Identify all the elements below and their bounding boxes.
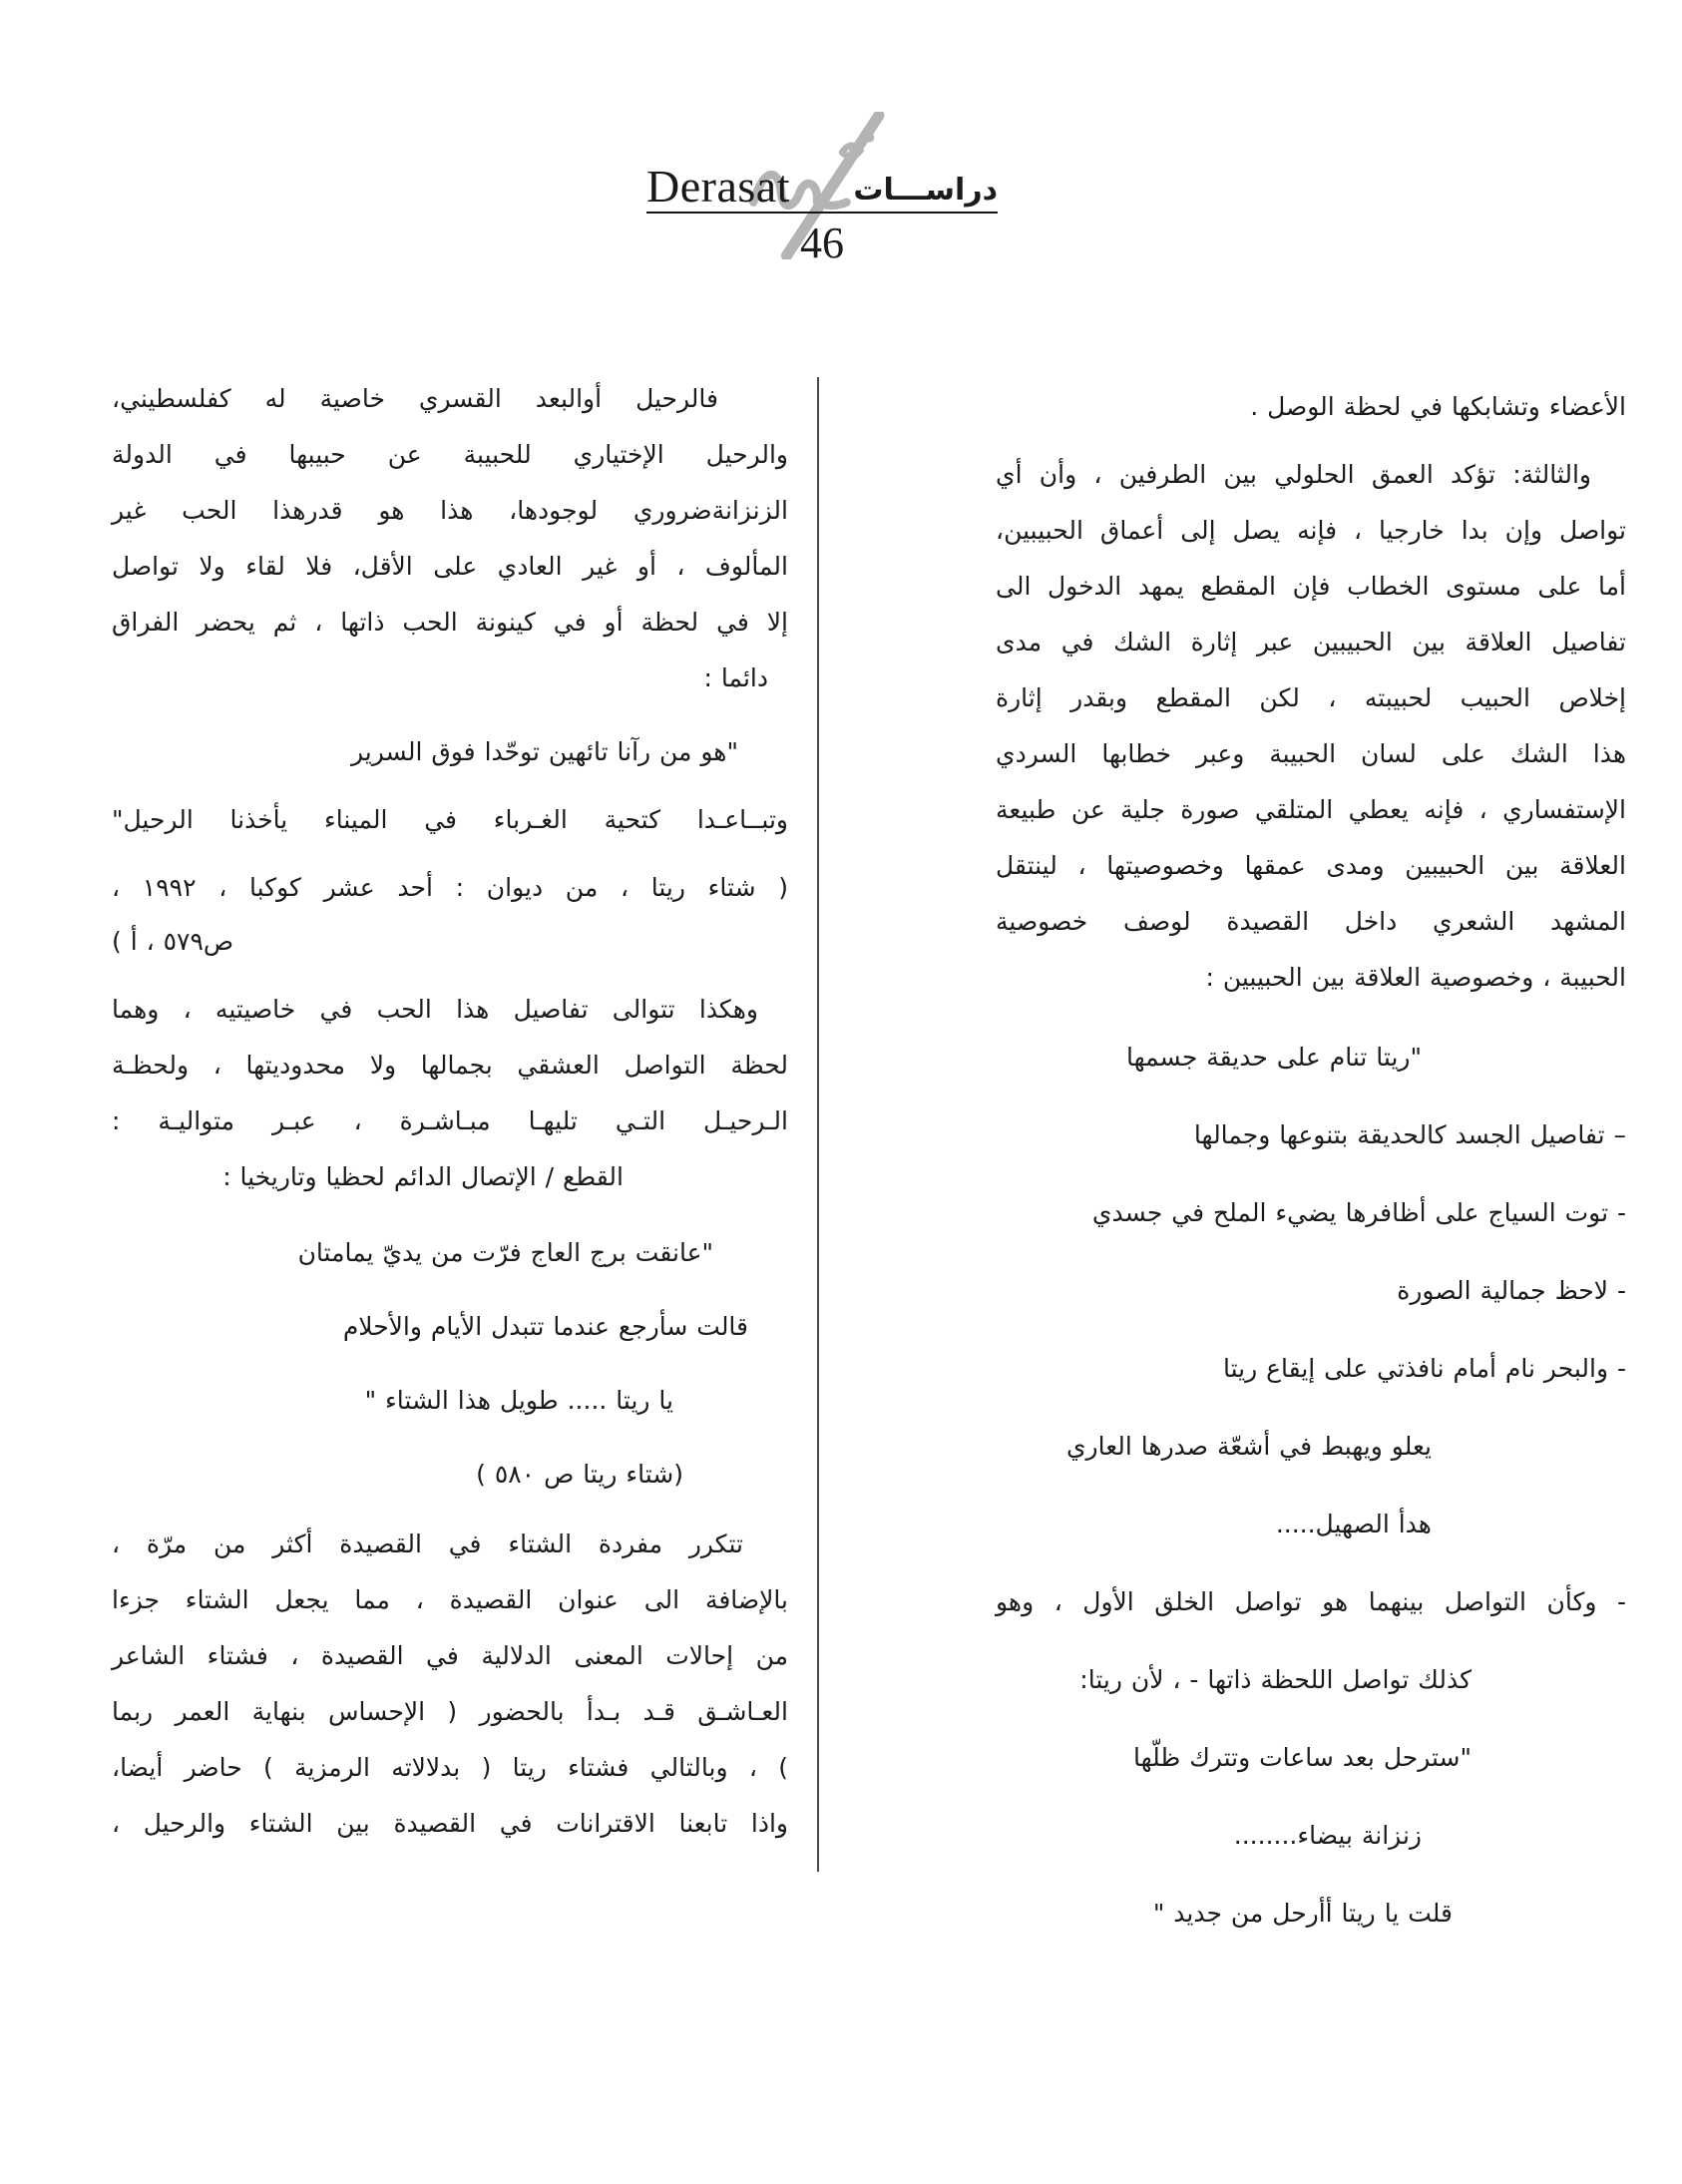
text-line: يا ريتا ..... طويل هذا الشتاء " — [364, 1386, 673, 1415]
text-line: إلا في لحظة أو في كينونة الحب ذاتها ، ثم يحضر الفراق — [112, 608, 788, 637]
text-line: والرحيل الإختياري للحبيبة عن حبيبها في الدولة — [112, 440, 788, 469]
text-line: تتكرر مفردة الشتاء في القصيدة أكثر من مرّة ، — [112, 1529, 743, 1558]
text-line: وتبــاعـدا كتحية الغـرباء في الميناء يأخذنا الرحيل" — [112, 805, 788, 834]
text-line: هذا الشك على لسان الحبيبة وعبر خطابها السردي — [996, 739, 1626, 768]
text-line: كذلك تواصل اللحظة ذاتها - ، لأن ريتا: — [1079, 1665, 1472, 1694]
text-line: "هو من رآنا تائهين توحّدا فوق السرير — [351, 737, 738, 766]
text-line: - وكأن التواصل بينهما هو تواصل الخلق الأول ، وهو — [996, 1587, 1626, 1616]
text-line: لحظة التواصل العشقي بجمالها ولا محدوديتها ، ولحظـة — [112, 1051, 788, 1080]
text-line: - والبحر نام أمام نافذتي على إيقاع ريتا — [1223, 1354, 1626, 1383]
text-line: - لاحظ جمالية الصورة — [1397, 1276, 1626, 1305]
text-line: "عانقت برج العاج فرّت من يديّ يمامتان — [297, 1238, 713, 1267]
text-line: تواصل وإن بدا خارجيا ، فإنه يصل إلى أعماق الحبيبين، — [996, 516, 1626, 545]
text-line: "سترحل بعد ساعات وتترك ظلّها — [1132, 1743, 1472, 1772]
text-line: العـاشـق قـد بـدأ بالحضور ( الإحساس بنهاية العمر ربما — [112, 1697, 788, 1726]
text-line: هدأ الصهيل..... — [1275, 1510, 1432, 1538]
text-line: "ريتا تنام على حديقة جسمها — [1125, 1043, 1422, 1072]
text-line: الأعضاء وتشابكها في لحظة الوصل . — [1250, 392, 1626, 421]
arabic-title: دراســـات — [853, 173, 998, 208]
text-line: - توت السياج على أظافرها يضيء الملح في جسدي — [1091, 1198, 1626, 1227]
text-line: تفاصيل العلاقة بين الحبيبين عبر إثارة الشك في مدى — [996, 628, 1626, 656]
masthead — [646, 150, 998, 268]
text-line: قلت يا ريتا أأرحل من جديد " — [1152, 1899, 1453, 1928]
text-line: المشهد الشعري داخل القصيدة لوصف خصوصية — [996, 907, 1626, 936]
latin-title: Derasat — [646, 161, 790, 212]
text-line: يعلو ويهبط في أشعّة صدرها العاري — [1065, 1432, 1432, 1461]
text-line: وهكذا تتوالى تفاصيل هذا الحب في خاصيتيه ، وهما — [112, 995, 758, 1024]
text-line: دائما : — [703, 663, 768, 692]
text-line: ( شتاء ريتا ، من ديوان : أحد عشر كوكبا ، ١٩٩٢ ، — [112, 873, 788, 902]
text-line: (شتاء ريتا ص ٥٨٠ ) — [476, 1460, 683, 1489]
column-left — [112, 371, 788, 1852]
page-number: 46 — [800, 218, 844, 267]
text-line: – تفاصيل الجسد كالحديقة بتنوعها وجمالها — [1193, 1120, 1626, 1149]
text-line: زنزانة بيضاء........ — [1233, 1821, 1422, 1850]
text-line: بالإضافة الى عنوان القصيدة ، مما يجعل الشتاء جزءا — [112, 1585, 788, 1614]
text-line: القطع / الإتصال الدائم لحظيا وتاريخيا : — [222, 1162, 624, 1191]
text-line: الزنزانةضروري لوجودها، هذا هو قدرهذا الحب غير — [112, 496, 788, 525]
text-line: والثالثة: تؤكد العمق الحلولي بين الطرفين ، وأن أي — [996, 460, 1591, 489]
text-line: قالت سأرجع عندما تتبدل الأيام والأحلام — [342, 1312, 748, 1341]
text-line: ص٥٧٩ ، أ ) — [112, 927, 234, 956]
text-line: ) ، وبالتالي فشتاء ريتا ( بدلالاته الرمزية ) حاضر أيضا، — [112, 1753, 788, 1782]
column-right — [996, 379, 1626, 1940]
text-line: فالرحيل أوالبعد القسري خاصية له كفلسطيني، — [112, 384, 718, 413]
text-line: واذا تابعنا الاقترانات في القصيدة بين الشتاء والرحيل ، — [112, 1809, 788, 1838]
text-line: من إحالات المعنى الدلالية في القصيدة ، فشتاء الشاعر — [112, 1641, 788, 1670]
text-line: الإستفساري ، فإنه يعطي المتلقي صورة جلية عن طبيعة — [996, 795, 1626, 824]
text-line: المألوف ، أو غير العادي على الأقل، فلا لقاء ولا تواصل — [112, 552, 788, 581]
masthead-row — [646, 150, 998, 214]
text-line: أما على مستوى الخطاب فإن المقطع يمهد الدخول الى — [996, 572, 1626, 601]
text-line: العلاقة بين الحبيبين ومدى عمقها وخصوصيتها ، لينتقل — [996, 851, 1626, 880]
text-line: إخلاص الحبيب لحبيبته ، لكن المقطع وبقدر إثارة — [996, 683, 1626, 712]
text-line: الحبيبة ، وخصوصية العلاقة بين الحبيبين : — [1205, 963, 1626, 992]
column-divider — [817, 377, 819, 1872]
text-line: الـرحيـل التـي تليهـا مبـاشـرة ، عبـر متواليـة : — [112, 1106, 788, 1135]
